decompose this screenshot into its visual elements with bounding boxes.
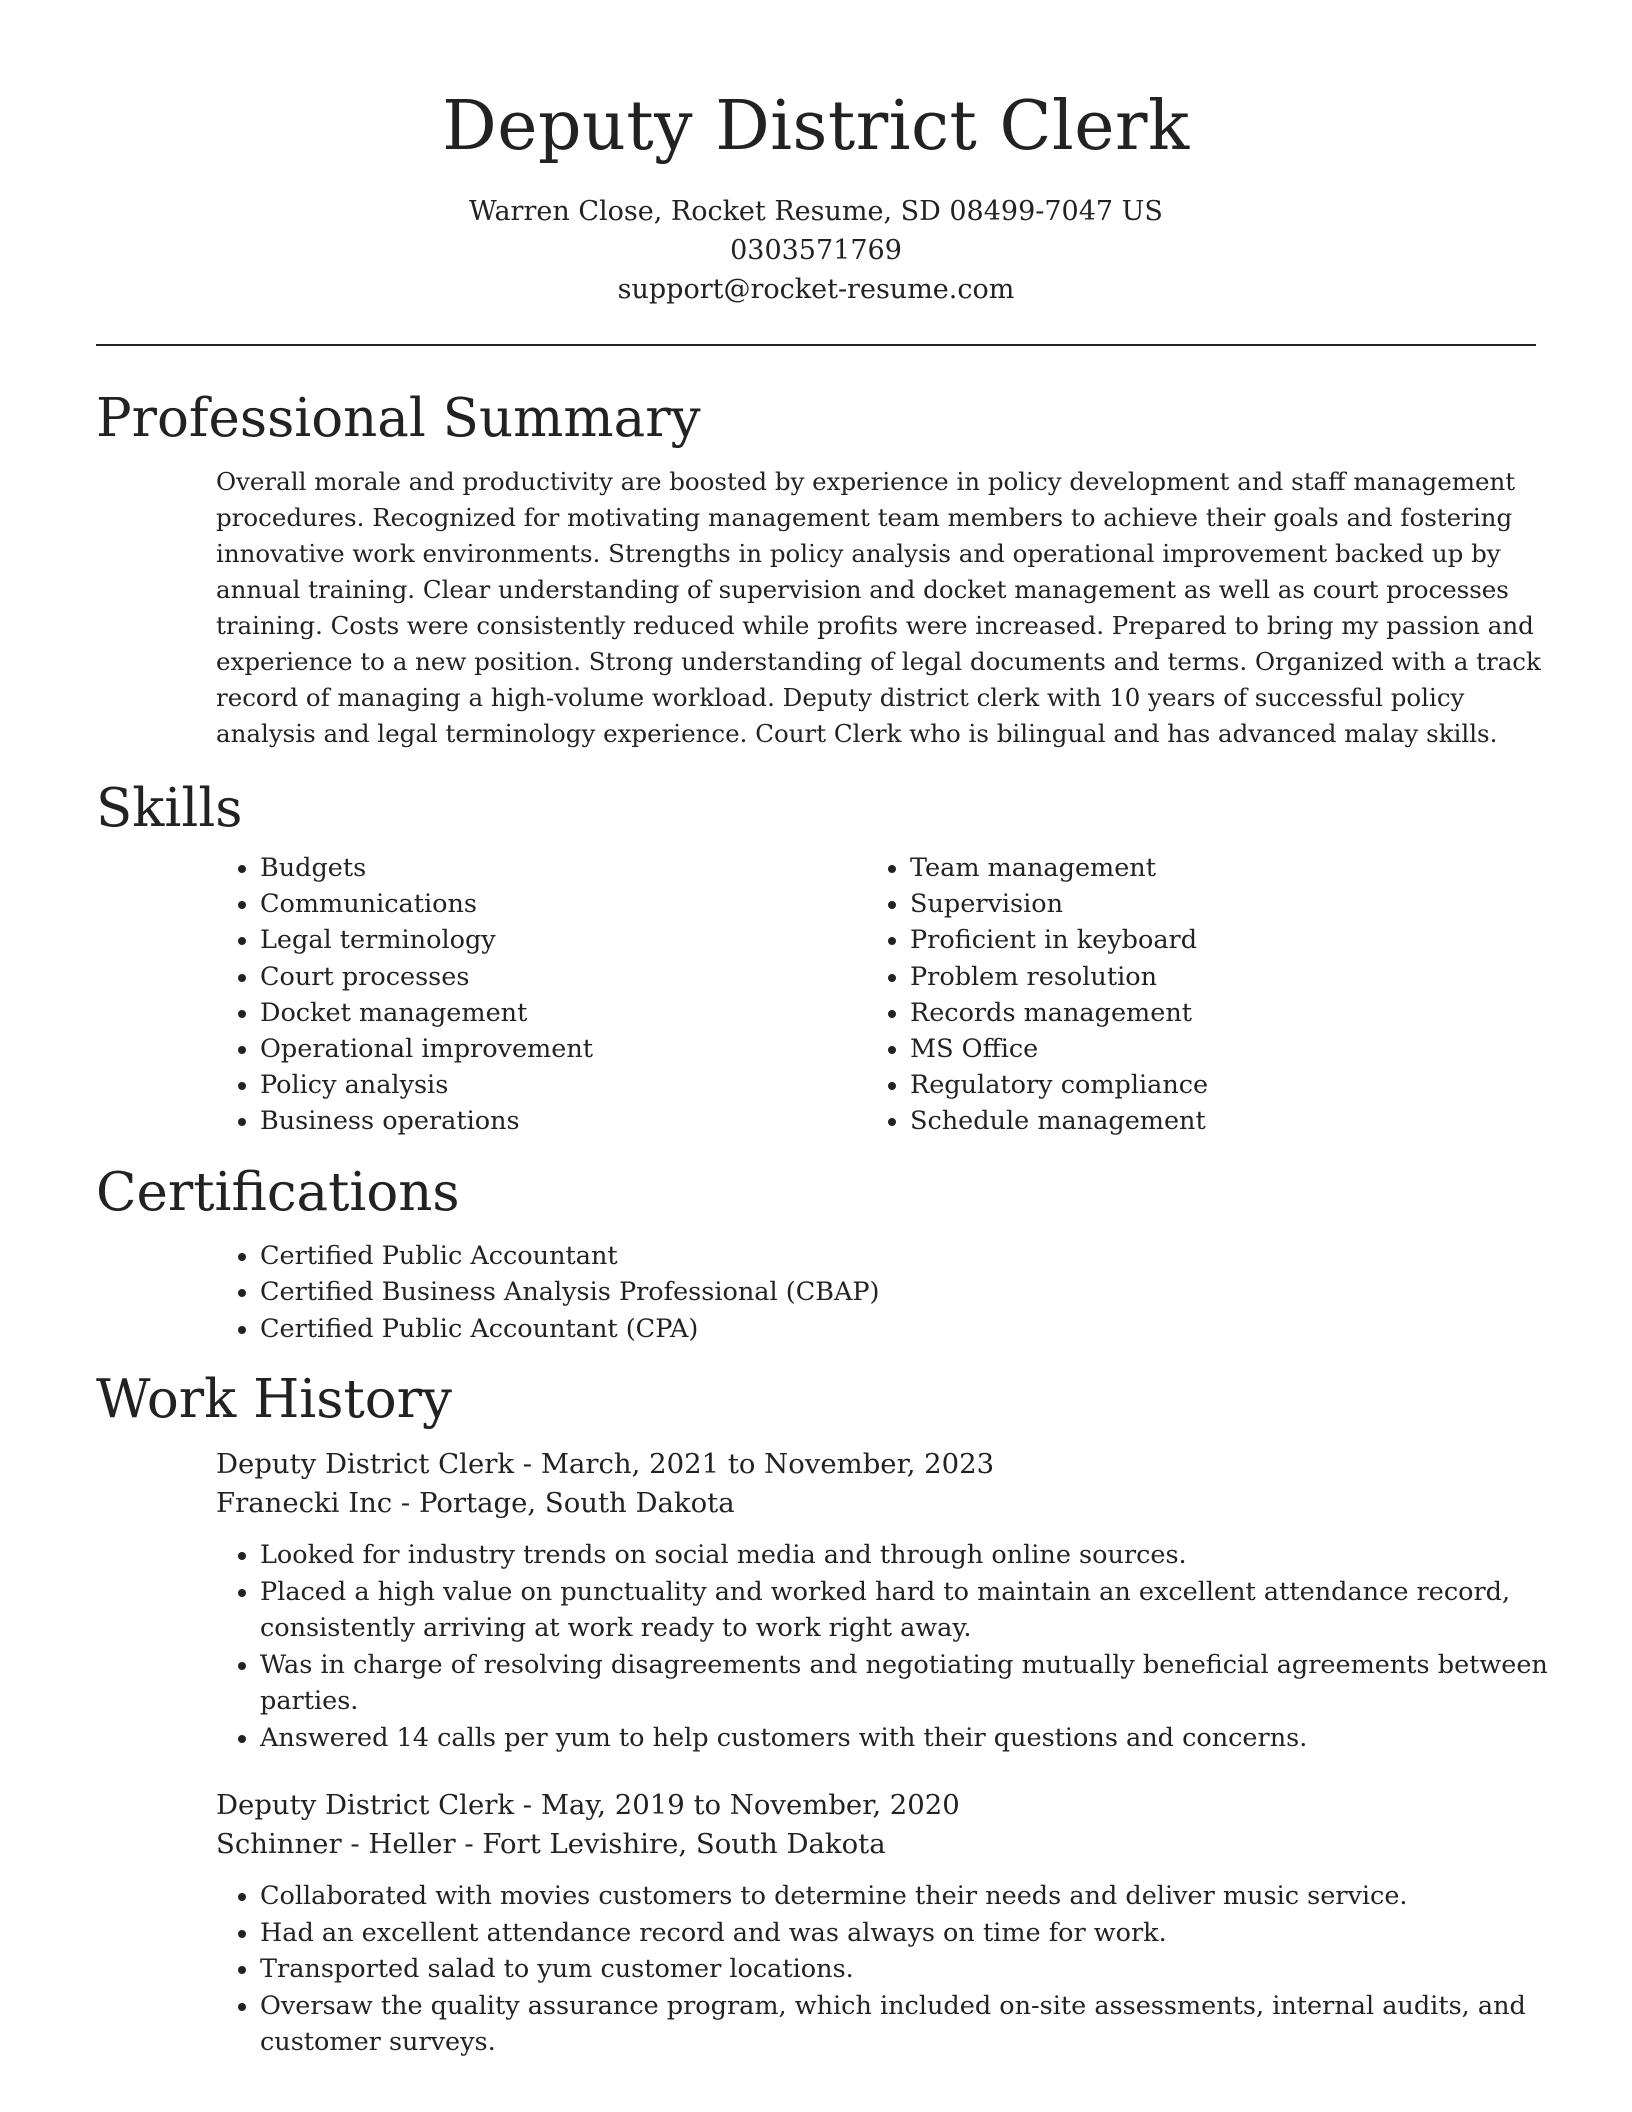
skills-section xyxy=(96,776,1536,1140)
work-history-title: Work History xyxy=(96,1369,452,1431)
duty-item: • Had an excellent attendance record and was always on time for work. xyxy=(260,1915,1570,1952)
duty-item: • Oversaw the quality assurance program, which included on-site assessments, internal audits, and customer surveys. xyxy=(260,1988,1570,2061)
summary-text: Overall morale and productivity are boosted by experience in policy development and staff management procedures. Recognized for motivating management team members to achieve their goals and fostering innovative work environments. Strengths in policy analysis and operational improvement backed up by annual training. Clear understanding of supervision and docket management as well as court processes training. Costs were consistently reduced while profits were increased. Prepared to bring my passion and experience to a new position. Strong understanding of legal documents and terms. Organized with a track record of managing a high-volume workload. Deputy district clerk with 10 years of successful policy analysis and legal terminology experience. Court Clerk who is bilingual and has advanced malay skills. xyxy=(216,467,1541,748)
skill-item: • Regulatory compliance xyxy=(910,1067,1208,1103)
skill-item: • Supervision xyxy=(910,886,1208,922)
resume-name: Deputy District Clerk xyxy=(442,87,1190,166)
skill-item: • Proficient in keyboard xyxy=(910,922,1208,958)
header-divider xyxy=(96,344,1536,346)
skills-column-right xyxy=(866,850,1208,1140)
skill-item: • MS Office xyxy=(910,1031,1208,1067)
duty-item: • Was in charge of resolving disagreements and negotiating mutually beneficial agreements between parties. xyxy=(260,1647,1570,1720)
skill-item: • Operational improvement xyxy=(260,1031,866,1067)
skill-item: • Team management xyxy=(910,850,1208,886)
skill-item: • Business operations xyxy=(260,1103,866,1139)
certifications-list xyxy=(216,1238,1536,1348)
contact-email: support@rocket-resume.com xyxy=(617,274,1015,305)
skill-item: • Communications xyxy=(260,886,866,922)
job-title: Deputy District Clerk xyxy=(216,1448,515,1481)
job-entry xyxy=(96,1786,1536,2061)
skills-column-left xyxy=(216,850,866,1140)
job-location: Portage, South Dakota xyxy=(418,1487,735,1520)
duty-item: • Looked for industry trends on social media and through online sources. xyxy=(260,1537,1570,1574)
job-company-line: Schinner - Heller - Fort Levishire, South Dakota xyxy=(216,1828,886,1861)
skill-item: • Docket management xyxy=(260,995,866,1031)
duty-item: • Placed a high value on punctuality and worked hard to maintain an excellent attendance record, consistently arriving at work ready to work right away. xyxy=(260,1574,1570,1647)
resume-header xyxy=(96,0,1536,309)
job-title-line: Deputy District Clerk - May, 2019 to November, 2020 xyxy=(216,1789,960,1822)
job-duties xyxy=(216,1878,1570,2061)
job-dates: March, 2021 to November, 2023 xyxy=(540,1448,995,1481)
skill-item: • Policy analysis xyxy=(260,1067,866,1103)
resume-page xyxy=(96,0,1548,2061)
certification-item: • Certified Public Accountant (CPA) xyxy=(260,1311,1536,1348)
skills-list xyxy=(216,850,1536,1140)
skill-item: • Problem resolution xyxy=(910,959,1208,995)
skill-item: • Schedule management xyxy=(910,1103,1208,1139)
job-company: Franecki Inc xyxy=(216,1487,393,1520)
duty-item: • Transported salad to yum customer locations. xyxy=(260,1951,1570,1988)
certifications-section xyxy=(96,1160,1536,1348)
job-title-line: Deputy District Clerk - March, 2021 to November, 2023 xyxy=(216,1448,995,1481)
job-dates: May, 2019 to November, 2020 xyxy=(540,1789,960,1822)
job-duties xyxy=(216,1537,1570,1756)
job-entry xyxy=(96,1445,1548,1756)
skills-title: Skills xyxy=(96,778,243,839)
summary-title: Professional Summary xyxy=(96,388,701,449)
certification-item: • Certified Public Accountant xyxy=(260,1238,1536,1275)
contact-phone: 0303571769 xyxy=(730,235,902,266)
job-company: Schinner - Heller xyxy=(216,1828,456,1861)
job-location: Fort Levishire, South Dakota xyxy=(482,1828,886,1861)
contact-block xyxy=(96,192,1536,309)
work-history-section xyxy=(96,1367,1548,2061)
summary-section xyxy=(96,386,1541,752)
skill-item: • Court processes xyxy=(260,959,866,995)
job-title: Deputy District Clerk xyxy=(216,1789,515,1822)
contact-address: Warren Close, Rocket Resume, SD 08499-7047 US xyxy=(469,196,1163,227)
skill-item: • Legal terminology xyxy=(260,922,866,958)
duty-item: • Answered 14 calls per yum to help customers with their questions and concerns. xyxy=(260,1720,1570,1757)
job-company-line: Franecki Inc - Portage, South Dakota xyxy=(216,1487,735,1520)
skill-item: • Records management xyxy=(910,995,1208,1031)
certifications-title: Certifications xyxy=(96,1161,460,1223)
certification-item: • Certified Business Analysis Professional (CBAP) xyxy=(260,1274,1536,1311)
duty-item: • Collaborated with movies customers to determine their needs and deliver music service. xyxy=(260,1878,1570,1915)
skill-item: • Budgets xyxy=(260,850,866,886)
